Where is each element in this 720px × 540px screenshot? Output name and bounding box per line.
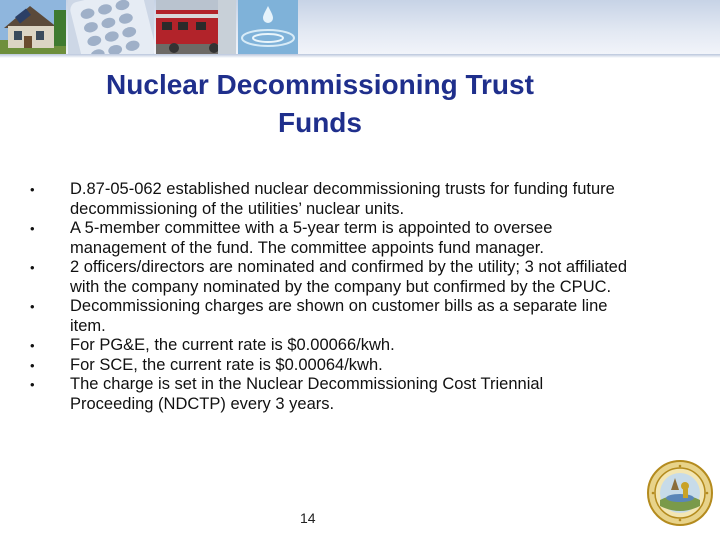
water-drop-photo xyxy=(238,0,298,58)
list-item xyxy=(30,219,630,258)
bullet-icon: • xyxy=(30,299,35,314)
title-line-1: Nuclear Decommissioning Trust xyxy=(106,69,534,100)
header-banner xyxy=(0,0,720,58)
bullet-text: D.87-05-062 established nuclear decommissioning trusts for funding future decommissioning of the utilities’ nuclear units. xyxy=(70,180,615,218)
bullet-icon: • xyxy=(30,338,35,353)
list-item xyxy=(30,297,630,336)
bullet-text: For SCE, the current rate is $0.00064/kwh. xyxy=(70,355,383,374)
bullet-text: For PG&E, the current rate is $0.00066/kwh. xyxy=(70,336,395,354)
list-item xyxy=(30,356,630,376)
page-number: 14 xyxy=(300,510,316,526)
bullet-icon: • xyxy=(30,377,35,392)
california-seal-icon xyxy=(647,460,713,526)
bullet-list xyxy=(30,180,630,414)
bullet-text: The charge is set in the Nuclear Decommissioning Cost Triennial Proceeding (NDCTP) every 3 years. xyxy=(70,375,544,413)
house-photo xyxy=(0,0,66,58)
list-item xyxy=(30,375,630,414)
title-line-2: Funds xyxy=(278,107,362,138)
slide-title xyxy=(60,66,580,142)
calculator-photo xyxy=(68,0,154,58)
bullet-icon: • xyxy=(30,182,35,197)
bullet-text: 2 officers/directors are nominated and confirmed by the utility; 3 not affiliated with the company nominated by the company but confirmed by the CPUC. xyxy=(70,258,628,296)
list-item xyxy=(30,336,630,356)
list-item xyxy=(30,180,630,219)
bullet-text: A 5-member committee with a 5-year term is appointed to oversee management of the fund. The committee appoints fund manager. xyxy=(70,219,553,257)
list-item xyxy=(30,258,630,297)
bullet-icon: • xyxy=(30,357,35,373)
train-photo xyxy=(156,0,236,58)
bullet-text: Decommissioning charges are shown on customer bills as a separate line item. xyxy=(70,297,608,335)
bullet-icon: • xyxy=(30,221,35,236)
bullet-icon: • xyxy=(30,260,35,275)
